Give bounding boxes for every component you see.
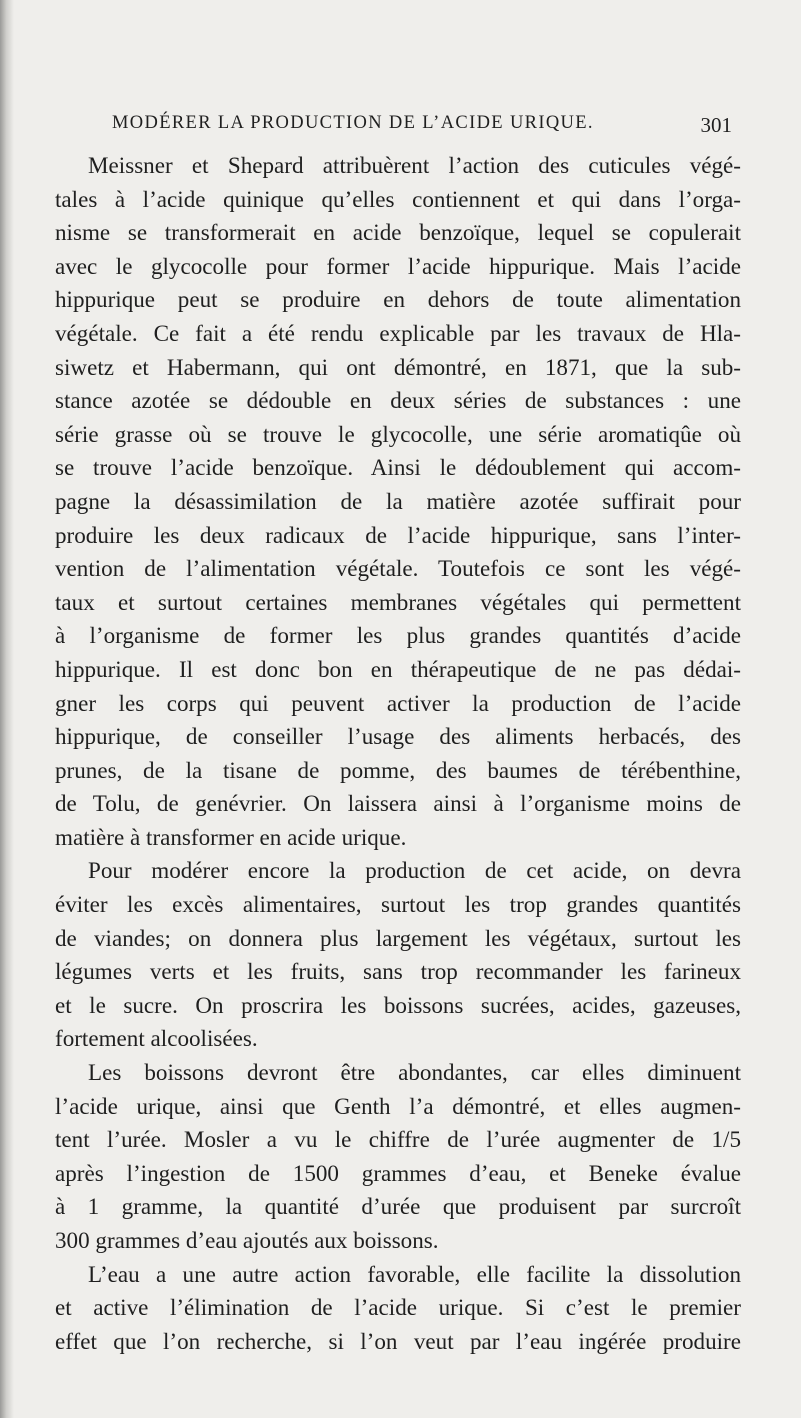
text-line: à l’organisme de former les plus grandes quantités d’acide bbox=[55, 622, 741, 649]
text-line: éviter les excès alimentaires, surtout les trop grandes quantités bbox=[55, 891, 741, 918]
text-line: produire les deux radicaux de l’acide hippurique, sans l’inter- bbox=[55, 521, 741, 548]
text-line: gner les corps qui peuvent activer la production de l’acide bbox=[55, 689, 741, 716]
text-line: Pour modérer encore la production de cet acide, on devra bbox=[88, 857, 741, 884]
text-line: pagne la désassimilation de la matière azotée suffirait pour bbox=[55, 487, 741, 514]
page-number: 301 bbox=[700, 113, 732, 137]
text-line: de viandes; on donnera plus largement les végétaux, surtout les bbox=[55, 924, 741, 951]
text-line: vention de l’alimentation végétale. Toutefois ce sont les végé- bbox=[55, 555, 741, 582]
body-text bbox=[55, 149, 741, 1358]
text-line: de Tolu, de genévrier. On laissera ainsi à l’organisme moins de bbox=[55, 790, 741, 817]
text-line: hippurique peut se produire en dehors de toute alimentation bbox=[55, 286, 741, 313]
text-line: Les boissons devront être abondantes, car elles diminuent bbox=[88, 1059, 741, 1086]
text-line: hippurique, de conseiller l’usage des aliments herbacés, des bbox=[55, 723, 741, 750]
text-line: effet que l’on recherche, si l’on veut par l’eau ingérée produire bbox=[55, 1327, 741, 1354]
text-line: et active l’élimination de l’acide urique. Si c’est le premier bbox=[55, 1294, 741, 1321]
text-line: série grasse où se trouve le glycocolle, une série aromatiqûe où bbox=[55, 420, 741, 447]
text-line: à 1 gramme, la quantité d’urée que produisent par surcroît bbox=[55, 1193, 741, 1220]
text-line: après l’ingestion de 1500 grammes d’eau, et Beneke évalue bbox=[55, 1159, 741, 1186]
binding-shadow bbox=[0, 0, 14, 1418]
running-head bbox=[112, 113, 732, 143]
text-line: nisme se transformerait en acide benzoïque, lequel se copulerait bbox=[55, 219, 741, 246]
text-line: légumes verts et les fruits, sans trop recommander les farineux bbox=[55, 958, 741, 985]
text-line: hippurique. Il est donc bon en thérapeutique de ne pas dédai- bbox=[55, 655, 741, 682]
text-line: L’eau a une autre action favorable, elle facilite la dissolution bbox=[88, 1260, 741, 1287]
text-line: matière à transformer en acide urique. bbox=[55, 823, 407, 850]
text-line: Meissner et Shepard attribuèrent l’action des cuticules végé- bbox=[88, 152, 741, 178]
running-title: MODÉRER LA PRODUCTION DE L’ACIDE URIQUE. bbox=[112, 113, 594, 133]
text-line: fortement alcoolisées. bbox=[55, 1025, 258, 1052]
text-line: l’acide urique, ainsi que Genth l’a démontré, et elles augmen- bbox=[55, 1092, 741, 1119]
text-line: tales à l’acide quinique qu’elles contiennent et qui dans l’orga- bbox=[55, 185, 741, 212]
text-line: taux et surtout certaines membranes végétales qui permettent bbox=[55, 588, 741, 615]
text-line: 300 grammes d’eau ajoutés aux boissons. bbox=[55, 1227, 439, 1253]
text-line: avec le glycocolle pour former l’acide hippurique. Mais l’acide bbox=[55, 252, 741, 279]
text-line: végétale. Ce fait a été rendu explicable par les travaux de Hla- bbox=[55, 319, 741, 346]
text-line: stance azotée se dédouble en deux séries de substances : une bbox=[55, 387, 741, 414]
text-line: et le sucre. On proscrira les boissons sucrées, acides, gazeuses, bbox=[55, 991, 741, 1018]
text-line: se trouve l’acide benzoïque. Ainsi le dédoublement qui accom- bbox=[55, 454, 741, 481]
text-line: tent l’urée. Mosler a vu le chiffre de l’urée augmenter de 1/5 bbox=[55, 1126, 741, 1153]
text-line: prunes, de la tisane de pomme, des baumes de térébenthine, bbox=[55, 756, 741, 783]
text-line: siwetz et Habermann, qui ont démontré, en 1871, que la sub- bbox=[55, 353, 741, 380]
